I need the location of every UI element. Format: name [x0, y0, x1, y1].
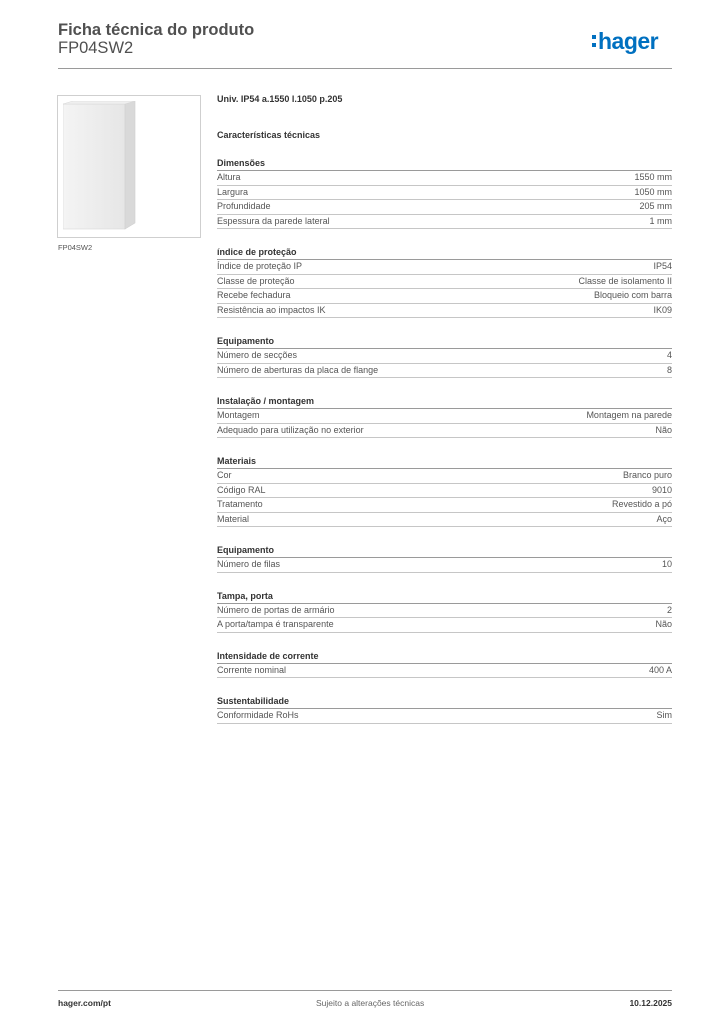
spec-row	[217, 260, 672, 275]
spec-value: Branco puro	[622, 470, 672, 480]
spec-row	[217, 289, 672, 304]
section-title: índice de proteção	[217, 241, 672, 260]
spec-row	[217, 484, 672, 499]
spec-value: 1050 mm	[634, 186, 672, 197]
section-title: Instalação / montagem	[217, 390, 672, 409]
spec-value: Classe de isolamento II	[578, 275, 672, 286]
spec-label: Índice de proteção IP	[217, 261, 303, 271]
footer-notice: Sujeito a alterações técnicas	[316, 998, 425, 1008]
spec-label: Número de secções	[217, 350, 298, 360]
product-name: Univ. IP54 a.1550 l.1050 p.205	[217, 94, 343, 104]
spec-row	[217, 513, 672, 528]
spec-value: IP54	[653, 261, 672, 271]
spec-label: A porta/tampa é transparente	[217, 619, 334, 629]
spec-row	[217, 364, 672, 379]
spec-row	[217, 200, 672, 215]
spec-label: Montagem	[217, 410, 260, 420]
spec-row	[217, 498, 672, 513]
spec-value: 1550 mm	[634, 172, 672, 182]
header-divider	[58, 68, 672, 69]
spec-label: Número de aberturas da placa de flange	[217, 364, 379, 375]
spec-value: Aço	[656, 513, 672, 524]
spec-value: IK09	[653, 304, 672, 315]
spec-row	[217, 469, 672, 484]
product-code: FP04SW2	[58, 39, 134, 57]
section-title: Dimensões	[217, 152, 672, 171]
spec-row	[217, 304, 672, 319]
spec-value: 4	[666, 350, 672, 360]
spec-label: Classe de proteção	[217, 275, 295, 286]
spec-row	[217, 275, 672, 290]
footer-divider	[58, 990, 672, 991]
spec-value: 8	[666, 364, 672, 375]
spec-label: Altura	[217, 172, 241, 182]
page-title: Ficha técnica do produto	[58, 21, 255, 39]
section-title: Sustentabilidade	[217, 690, 672, 709]
spec-row	[217, 618, 672, 633]
spec-value: 2	[666, 604, 672, 615]
spec-value: Montagem na parede	[586, 410, 672, 420]
spec-label: Número de filas	[217, 559, 281, 569]
spec-row	[217, 409, 672, 424]
spec-value: 1 mm	[649, 215, 672, 226]
spec-value: 10	[661, 559, 672, 569]
footer-website: hager.com/pt	[58, 998, 111, 1008]
section-title: Materiais	[217, 450, 672, 469]
spec-value: 400 A	[648, 664, 672, 675]
product-image	[57, 95, 201, 238]
tech-heading: Características técnicas	[217, 130, 321, 140]
section-title: Equipamento	[217, 539, 672, 558]
spec-value: Não	[655, 619, 672, 629]
hager-logo	[592, 26, 658, 56]
spec-row	[217, 424, 672, 439]
spec-content	[217, 94, 672, 724]
spec-label: Cor	[217, 470, 232, 480]
section-title: Intensidade de corrente	[217, 645, 672, 664]
spec-label: Número de portas de armário	[217, 604, 335, 615]
spec-sections	[217, 152, 672, 724]
spec-value: Bloqueio com barra	[593, 290, 672, 300]
image-caption: FP04SW2	[58, 243, 93, 252]
spec-row	[217, 186, 672, 201]
spec-label: Espessura da parede lateral	[217, 215, 330, 226]
spec-label: Resistência ao impactos IK	[217, 304, 326, 315]
spec-label: Adequado para utilização no exterior	[217, 424, 364, 435]
spec-value: 205 mm	[639, 201, 672, 211]
spec-row	[217, 664, 672, 679]
logo-text: hager	[598, 27, 659, 54]
spec-row	[217, 709, 672, 724]
spec-value: Sim	[656, 710, 672, 720]
spec-label: Material	[217, 513, 250, 524]
spec-label: Tratamento	[217, 499, 263, 509]
cabinet-illustration	[63, 101, 138, 231]
spec-row	[217, 604, 672, 619]
spec-row	[217, 558, 672, 573]
spec-label: Corrente nominal	[217, 664, 287, 675]
spec-value: 9010	[651, 484, 672, 495]
spec-row	[217, 215, 672, 230]
footer-date: 10.12.2025	[629, 998, 672, 1008]
spec-value: Não	[655, 424, 672, 435]
spec-label: Largura	[217, 186, 249, 197]
section-title: Equipamento	[217, 330, 672, 349]
spec-label: Profundidade	[217, 201, 271, 211]
section-title: Tampa, porta	[217, 585, 672, 604]
spec-label: Código RAL	[217, 484, 266, 495]
logo-dots-icon	[592, 33, 596, 49]
spec-label: Recebe fechadura	[217, 290, 291, 300]
spec-value: Revestido a pó	[611, 499, 672, 509]
spec-row	[217, 349, 672, 364]
spec-label: Conformidade RoHs	[217, 710, 299, 720]
spec-row	[217, 171, 672, 186]
